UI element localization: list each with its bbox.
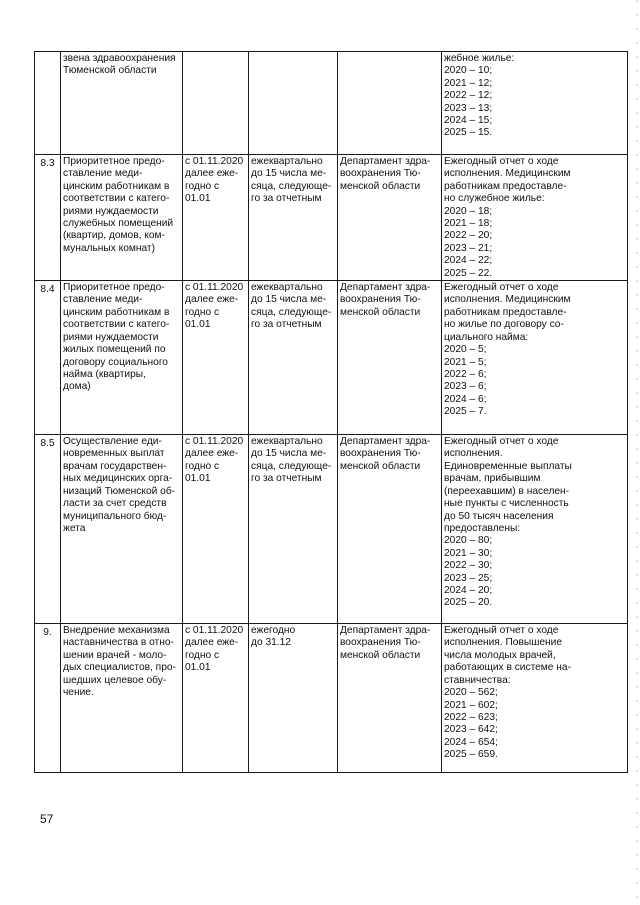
period-cell — [249, 52, 338, 155]
term-cell: с 01.11.2020 далее еже- годно с 01.01 — [183, 624, 249, 773]
term-cell: с 01.11.2020 далее еже- годно с 01.01 — [183, 281, 249, 435]
period-cell: ежеквартально до 15 числа ме- сяца, следующе- го за отчетным — [249, 281, 338, 435]
term-cell: с 01.11.2020 далее еже- годно с 01.01 — [183, 155, 249, 281]
period-cell: ежеквартально до 15 числа ме- сяца, следующе- го за отчетным — [249, 435, 338, 624]
term-cell: с 01.11.2020 далее еже- годно с 01.01 — [183, 435, 249, 624]
executor-cell — [338, 52, 442, 155]
executor-cell: Департамент здра- воохранения Тю- менской области — [338, 281, 442, 435]
result-cell: жебное жилье: 2020 – 10; 2021 – 12; 2022 – 12; 2023 – 13; 2024 – 15; 2025 – 15. — [442, 52, 628, 155]
result-cell: Ежегодный отчет о ходе исполнения. Медицинским работникам предоставле- но служебное жилье: 2020 – 18; 2021 – 18; 2022 – 20; 2023 – 21; 2024 – 22; 2025 – 22. — [442, 155, 628, 281]
table-row — [35, 624, 628, 773]
row-number — [35, 52, 61, 155]
table-row — [35, 435, 628, 624]
result-cell: Ежегодный отчет о ходе исполнения. Медицинским работникам предоставле- но жилье по договору со- циального найма: 2020 – 5; 2021 – 5; 2022 – 6; 2023 – 6; 2024 – 6; 2025 – 7. — [442, 281, 628, 435]
table-row — [35, 281, 628, 435]
table-row — [35, 52, 628, 155]
measure-cell: Внедрение механизма наставничества в отно- шении врачей - моло- дых специалистов, про- шедших целевое обу- чение. — [61, 624, 183, 773]
row-number: 8.4 — [35, 281, 61, 435]
measure-cell: Приоритетное предо- ставление меди- цинским работникам в соответствии с катего- риями нуждаемости жилых помещений по договору социального найма (квартиры, дома) — [61, 281, 183, 435]
row-number: 8.5 — [35, 435, 61, 624]
period-cell: ежеквартально до 15 числа ме- сяца, следующе- го за отчетным — [249, 155, 338, 281]
page-number: 57 — [40, 812, 54, 826]
measure-cell: Осуществление еди- новременных выплат врачам государствен- ных медицинских орга- низаций Тюменской об- ласти за счет средств муниципального бюд- жета — [61, 435, 183, 624]
term-cell — [183, 52, 249, 155]
measure-cell: звена здравоохранения Тюменской области — [61, 52, 183, 155]
executor-cell: Департамент здра- воохранения Тю- менской области — [338, 155, 442, 281]
measures-table — [34, 51, 628, 773]
table-row — [35, 155, 628, 281]
row-number: 8.3 — [35, 155, 61, 281]
executor-cell: Департамент здра- воохранения Тю- менской области — [338, 624, 442, 773]
row-number: 9. — [35, 624, 61, 773]
result-cell: Ежегодный отчет о ходе исполнения. Единовременные выплаты врачам, прибывшим (переехавшим) в населен- ные пункты с численность до 50 тысяч населения предоставлены: 2020 – 80; 2021 – 30; 2022 – 30; 2023 – 25; 2024 – 20; 2025 – 20. — [442, 435, 628, 624]
period-cell: ежегодно до 31.12 — [249, 624, 338, 773]
scan-edge-marks — [636, 0, 638, 905]
executor-cell: Департамент здра- воохранения Тю- менской области — [338, 435, 442, 624]
measure-cell: Приоритетное предо- ставление меди- цинским работникам в соответствии с катего- риями нуждаемости служебных помещений (квартир, домов, ком- мунальных комнат) — [61, 155, 183, 281]
result-cell: Ежегодный отчет о ходе исполнения. Повышение числа молодых врачей, работающих в системе на- ставничества: 2020 – 562; 2021 – 602; 2022 – 623; 2023 – 642; 2024 – 654; 2025 – 659. — [442, 624, 628, 773]
